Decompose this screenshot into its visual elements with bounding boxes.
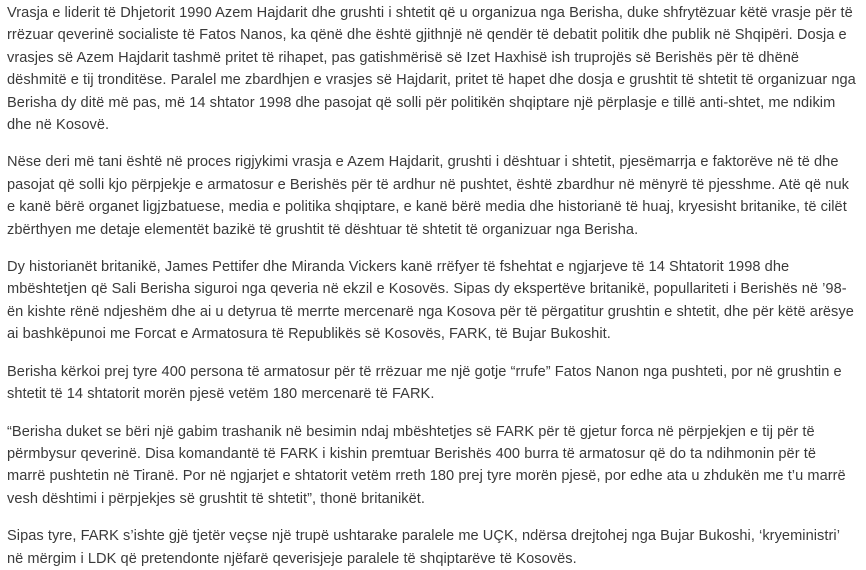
paragraph-3: Dy historianët britanikë, James Pettifer dhe Miranda Vickers kanë rrëfyer të fshehtat e ngjarjeve të 14 Shtatorit 1998 dhe mbështetjen që Sali Berisha siguroi nga qeveria në ekzil e Kosovës. Sipas dy ekspertëve britanikë, popullariteti i Berishës në ’98-ën kishte rënë ndjeshëm dhe ai u detyrua të merrte mercenarë nga Kosova për të përgatitur grushtin e shtetit, dhe për këtë arësye ai bashkëpunoi me Forcat e Armatosura të Republikës së Kosovës, FARK, të Bujar Bukoshit. bbox=[7, 259, 854, 343]
paragraph-4: Berisha kërkoi prej tyre 400 persona të armatosur për të rrëzuar me një gotje “rrufe” Fatos Nanon nga pushteti, por në grushtin e shtetit të 14 shtatorit morën pjesë vetëm 180 mercenarë të FARK. bbox=[7, 363, 842, 403]
paragraph-2: Nëse deri më tani është në proces rigjykimi vrasja e Azem Hajdarit, grushti i dështuar i shtetit, pjesëmarrja e faktorëve në të dhe pasojat që solli kjo përpjekje e armatosur e Berishës për të ardhur në pushtet, është zbardhur në mënyrë të pjesshme. Atë që nuk e kanë bërë organet ligjzbatuese, media e politika shqiptare, e kanë bërë media dhe historianë të huaj, kryesisht britanike, të cilët zbërthyen me detaje elementët bazikë të grushtit të dështuar të shtetit të organizuar nga Berisha. bbox=[7, 154, 849, 238]
paragraph-5: “Berisha duket se bëri një gabim trashanik në besimin ndaj mbështetjes së FARK për të gjetur forca në përpjekjen e tij për të përmbysur qeverinë. Disa komandantë të FARK i kishin premtuar Berishës 400 burra të armatosur që do ta ndihmonin për të marrë pushtetin në Tiranë. Por në ngjarjet e shtatorit vetëm rreth 180 prej tyre morën pjesë, por edhe ata u zhdukën me t’u marrë vesh dështimi i përpjekjes së grushtit të shtetit”, thonë britanikët. bbox=[7, 423, 846, 507]
paragraph-1: Vrasja e liderit të Dhjetorit 1990 Azem Hajdarit dhe grushti i shtetit që u organizua nga Berisha, duke shfrytëzuar këtë vrasje për të rrëzuar qeverinë socialiste të Fatos Nanos, ka qënë dhe është gjithnjë në qendër të debatit politik dhe publik në Shqipëri. Dosja e vrasjes së Azem Hajdarit tashmë pritet të rihapet, pas gatishmërisë së Izet Haxhisë ish truprojës së Berishës për të dhënë dëshmitë e tij tronditëse. Paralel me zbardhjen e vrasjes së Hajdarit, pritet të hapet dhe dosja e grushtit të shtetit të organizuar nga Berisha dy ditë më pas, më 14 shtator 1998 dhe pasojat që solli për politikën shqiptare një përplasje e tillë anti-shtet, me ndikim dhe në Kosovë. bbox=[7, 5, 856, 134]
paragraph-6: Sipas tyre, FARK s’ishte gjë tjetër veçse një trupë ushtarake paralele me UÇK, ndërsa drejtohej nga Bujar Bukoshi, ‘kryeministri’ në mërgim i LDK që pretendonte njëfarë qeverisjeje paralele të shqiptarëve të Kosovës. bbox=[7, 528, 840, 567]
